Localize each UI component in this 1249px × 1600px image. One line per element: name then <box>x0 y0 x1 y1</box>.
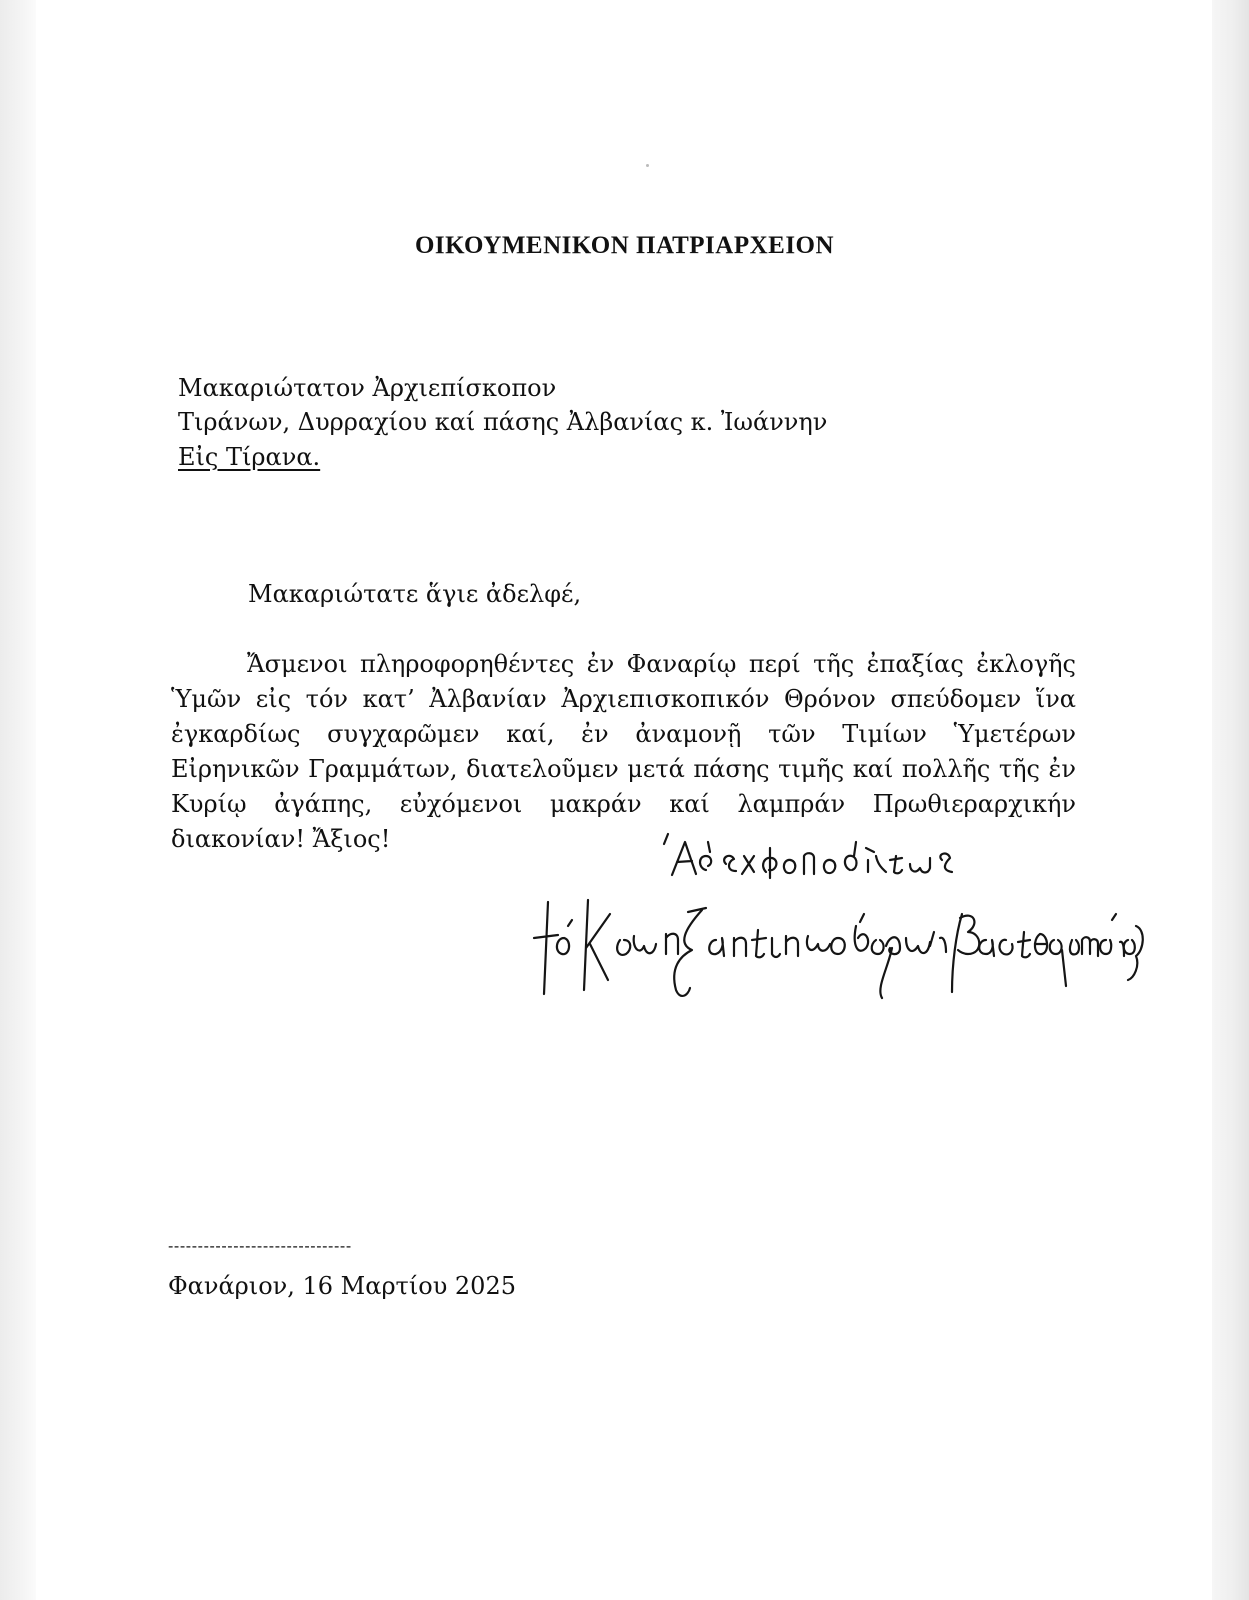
signature-divider: ------------------------------- <box>168 1238 352 1255</box>
recipient-line-1: Μακαριώτατον Ἀρχιεπίσκοπον <box>178 374 557 402</box>
paper-speck <box>646 164 649 167</box>
letter-body: Ἄσμενοι πληροφορηθέντες ἐν Φαναρίῳ περί τῆς ἐπαξίας ἐκλογῆς Ὑμῶν εἰς τόν κατ’ Ἀλβανίαν Ἀρχιεπισκοπικόν Θρόνον σπεύδομεν ἵνα ἐγκαρδίως συγχαρῶμεν καί, ἐν ἀναμονῇ τῶν Τιμίων Ὑμετέρων Εἰρηνικῶν Γραμμάτων, διατελοῦμεν μετά πάσης τιμῆς καί πολλῆς τῆς ἐν Κυρίῳ ἀγάπης, εὐχόμενοι μακράν καί λαμπράν Πρωθιεραρχικήν διακονίαν! Ἄξιος! <box>171 650 1076 853</box>
recipient-line-3: Εἰς Τίρανα. <box>178 443 321 471</box>
letter-heading: ΟΙΚΟΥΜΕΝΙΚΟΝ ΠΑΤΡΙΑΡΧΕΙΟΝ <box>414 232 835 259</box>
salutation: Μακαριώτατε ἅγιε ἀδελφέ, <box>248 580 582 608</box>
letter-date: Φανάριον, 16 Μαρτίου 2025 <box>168 1272 516 1300</box>
recipient-line-2: Τιράνων, Δυρραχίου καί πάσης Ἀλβανίας κ. Ἰωάννην <box>178 408 828 436</box>
handwritten-signature <box>530 830 1150 1030</box>
